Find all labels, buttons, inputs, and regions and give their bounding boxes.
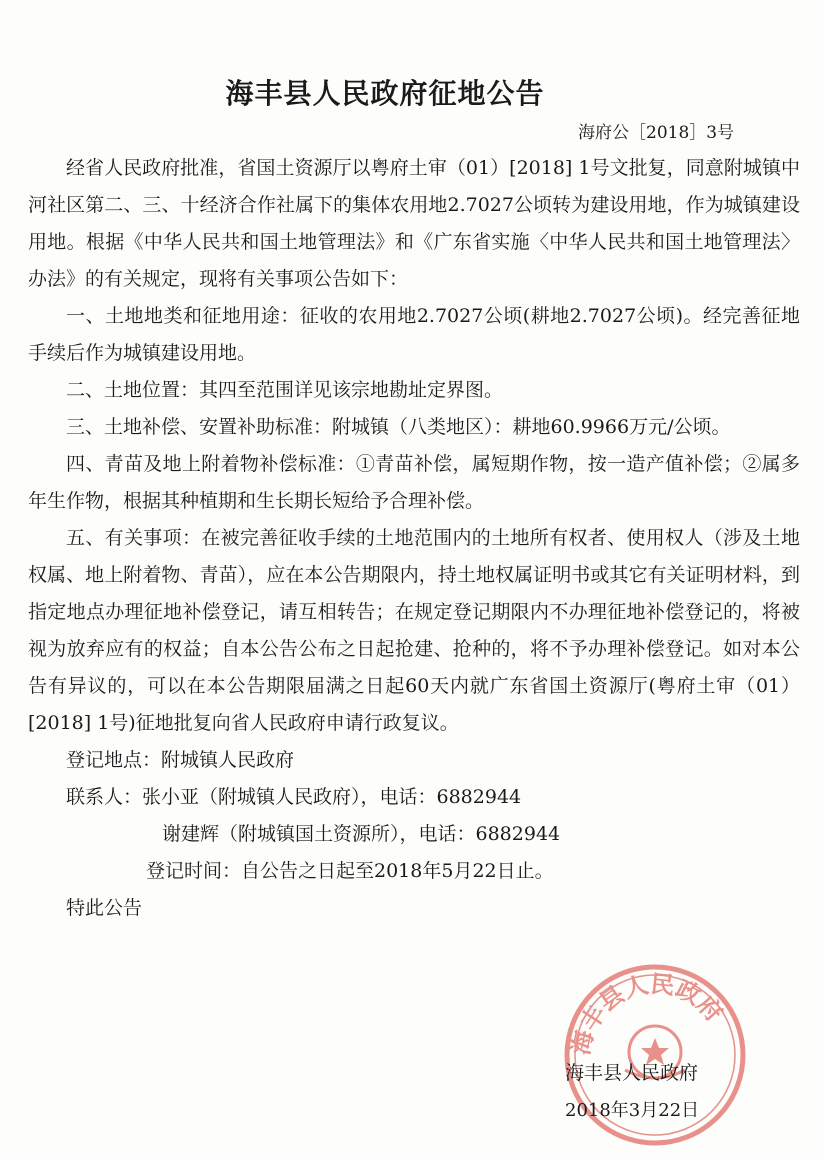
contact-person-2: 谢建辉（附城镇国土资源所），电话：6882944 xyxy=(162,823,561,845)
paragraph-compensation: 三、土地补偿、安置补助标准：附城镇（八类地区）：耕地60.9966万元/公顷。 xyxy=(66,416,731,438)
page-title: 海丰县人民政府征地公告 xyxy=(225,77,545,110)
document-number: 海府公［2018］3号 xyxy=(578,123,735,143)
paragraph-land-location: 二、土地位置：其四至范围详见该宗地勘址定界图。 xyxy=(66,379,504,401)
paragraph-land-use: 一、土地地类和征地用途：征收的农用地2.7027公顷(耕地2.7027公顷)。经完善征地手续后作为城镇建设用地。 xyxy=(28,305,800,364)
notice-body xyxy=(28,150,800,927)
paragraph-intro: 经省人民政府批准，省国土资源厅以粤府土审（01）[2018] 1号文批复，同意附城镇中河社区第二、三、十经济合作社属下的集体农用地2.7027公顷转为建设用地，作为城镇建设用地。根据《中华人民共和国土地管理法》和《广东省实施〈中华人民共和国土地管理法〉办法》的有关规定，现将有关事项公告如下： xyxy=(28,157,800,290)
paragraph-matters: 五、有关事项：在被完善征收手续的土地范围内的土地所有权者、使用权人（涉及土地权属、地上附着物、青苗），应在本公告期限内，持土地权属证明书或其它有关证明材料，到指定地点办理征地补偿登记，请互相转告；在规定登记期限内不办理征地补偿登记的，将被视为放弃应有的权益；自本公告公布之日起抢建、抢种的，将不予办理补偿登记。如对本公告有异议的，可以在本公告期限届满之日起60天内就广东省国土资源厅(粤府土审（01）[2018] 1号)征地批复向省人民政府申请行政复议。 xyxy=(28,527,800,734)
seal-text: 海丰县人民政府 xyxy=(566,969,729,1058)
closing-remark: 特此公告 xyxy=(66,897,143,919)
contact-person-1: 联系人：张小亚（附城镇人民政府），电话：6882944 xyxy=(66,786,522,808)
signature-org: 海丰县人民政府 xyxy=(565,1062,699,1084)
signature-date: 2018年3月22日 xyxy=(565,1100,700,1121)
registration-time: 登记时间：自公告之日起至2018年5月22日止。 xyxy=(146,860,554,882)
paragraph-crop-compensation: 四、青苗及地上附着物补偿标准：①青苗补偿，属短期作物，按一造产值补偿；②属多年生作物，根据其种植期和生长期长短给予合理补偿。 xyxy=(28,453,800,512)
registration-place: 登记地点：附城镇人民政府 xyxy=(66,749,295,771)
